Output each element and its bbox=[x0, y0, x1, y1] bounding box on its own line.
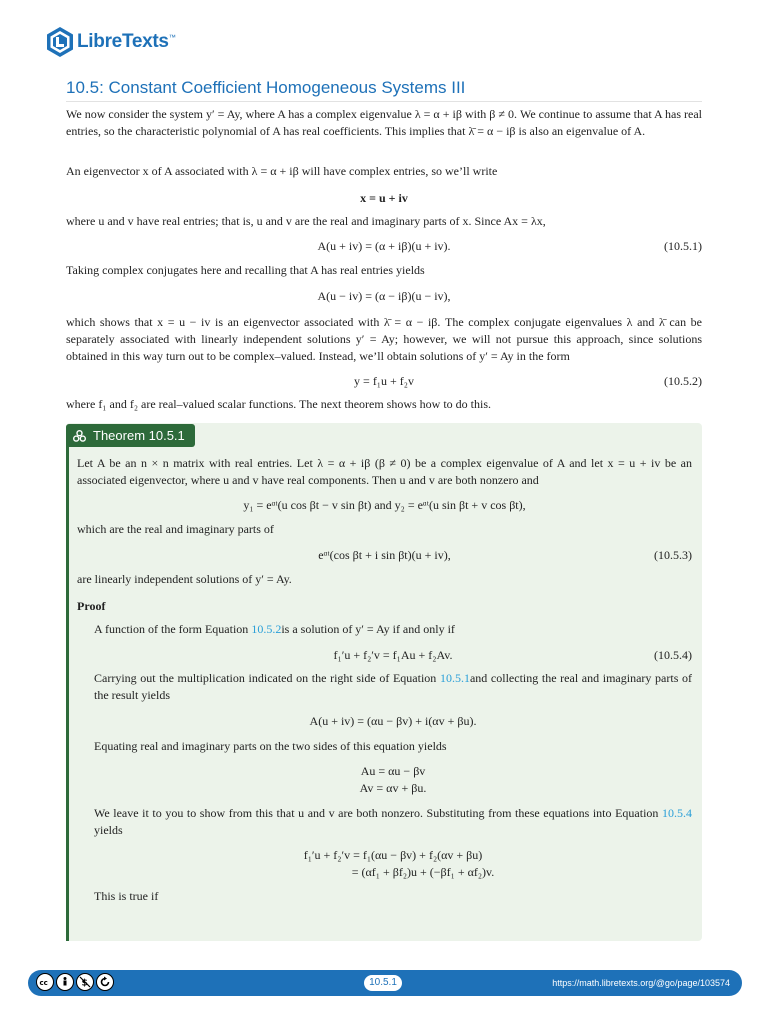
equation-body: f₁′u + f₂′v = f₁Au + f₂Av. bbox=[333, 648, 453, 662]
theorem-label-text: Theorem 10.5.1 bbox=[93, 428, 185, 443]
equation-10-5-4 bbox=[94, 647, 692, 664]
equation-link-10-5-2[interactable]: 10.5.2 bbox=[251, 622, 282, 636]
proof-heading: Proof bbox=[77, 599, 106, 613]
svg-text:$: $ bbox=[81, 978, 88, 988]
equation-substitution-line-1: f₁′u + f₂′v = f₁(αu − βv) + f₂(αv + βu) bbox=[303, 848, 483, 862]
page-footer bbox=[28, 970, 742, 996]
title-divider bbox=[66, 101, 702, 102]
theorem-statement: Let A be an n × n matrix with real entries. Let λ = α + iβ (β ≠ 0) be a complex eigenvalue of A and let x = u + iv be an associated eigenvector, where u and v have real components. Then u and v are both nonzero and bbox=[77, 456, 692, 487]
scalar-functions-paragraph: where f₁ and f₂ are real–valued scalar functions. The next theorem shows how to do this. bbox=[66, 397, 492, 411]
theorem-label bbox=[66, 424, 195, 447]
equation-10-5-2 bbox=[66, 373, 702, 390]
equation-av: Av = αv + βu. bbox=[359, 781, 427, 795]
proof-paragraph-4 bbox=[94, 805, 692, 839]
cc-icon bbox=[36, 973, 54, 991]
theorem-accent-bar bbox=[66, 447, 69, 941]
equation-body: A(u + iv) = (α + iβ)(u + iv). bbox=[317, 239, 451, 253]
intro-paragraph: We now consider the system y′ = Ay, where A has a complex eigenvalue λ = α + iβ with β ≠ 0. We continue to assume that A has real entries, so the characteristic polynomial of A has real coefficients. This implies that λ̄ = α − iβ is also an eigenvalue of A. bbox=[66, 107, 702, 138]
equation-substitution-line-2: = (αf₁ + βf₂)u + (−βf₁ + αf₂)v. bbox=[351, 865, 495, 879]
sa-icon bbox=[96, 973, 114, 991]
equation-body: y = f₁u + f₂v bbox=[354, 374, 414, 388]
proof-text: yields bbox=[94, 823, 123, 837]
proof-text: and collecting the real and imaginary parts of the result yields bbox=[94, 671, 692, 702]
equation-10-5-3 bbox=[77, 547, 692, 564]
equation-au: Au = αu − βv bbox=[360, 764, 426, 778]
proof-paragraph-2 bbox=[94, 670, 692, 704]
equation-number: (10.5.4) bbox=[654, 648, 692, 662]
license-badges[interactable] bbox=[36, 973, 116, 991]
theorem-real-imag-text: which are the real and imaginary parts of bbox=[77, 522, 274, 536]
proof-text: We leave it to you to show from this that u and v are both nonzero. Substituting from these equations into Equation bbox=[94, 806, 662, 820]
equation-link-10-5-1[interactable]: 10.5.1 bbox=[439, 671, 470, 685]
page-number-badge: 10.5.1 bbox=[364, 975, 402, 991]
proof-paragraph-3: Equating real and imaginary parts on the two sides of this equation yields bbox=[94, 739, 447, 753]
svg-text:cc: cc bbox=[39, 979, 48, 987]
equation-number: (10.5.3) bbox=[654, 548, 692, 562]
equation-x: x = u + iv bbox=[360, 191, 408, 205]
footer-url-link[interactable]: https://math.libretexts.org/@go/page/103574 bbox=[552, 978, 730, 988]
libretexts-logo-icon bbox=[46, 26, 74, 58]
proof-paragraph-1 bbox=[94, 621, 692, 638]
equation-link-10-5-4[interactable]: 10.5.4 bbox=[662, 806, 692, 820]
equation-body: eᵅᵗ(cos βt + i sin βt)(u + iv), bbox=[318, 548, 451, 562]
eigenvector-paragraph: An eigenvector x of A associated with λ = α + iβ will have complex entries, so we’ll write bbox=[66, 164, 498, 178]
logo-wordmark: LibreTexts™ bbox=[77, 31, 176, 52]
conjugate-eigen-paragraph: which shows that x = u − iv is an eigenvector associated with λ̄ = α − iβ. The complex conjugate eigenvalues λ and λ̄ can be separately associated with linearly independent solutions y′ = Ay; however, we will not pursue this approach, since solutions obtained in this way turn out to be complex–valued. Instead, we’ll obtain solutions of y′ = Ay in the form bbox=[66, 315, 702, 363]
proof-text: A function of the form Equation bbox=[94, 622, 252, 636]
theorem-conclusion: are linearly independent solutions of y′ = Ay. bbox=[77, 572, 292, 586]
equation-conjugate: A(u − iv) = (α − iβ)(u − iv), bbox=[317, 289, 451, 303]
conjugate-paragraph: Taking complex conjugates here and recalling that A has real entries yields bbox=[66, 263, 425, 277]
theorem-icon bbox=[73, 430, 86, 442]
equation-number: (10.5.1) bbox=[664, 239, 702, 253]
equation-y1-y2: y₁ = eᵅᵗ(u cos βt − v sin βt) and y₂ = eᵅᵗ(u sin βt + v cos βt), bbox=[243, 498, 526, 512]
by-icon bbox=[56, 973, 74, 991]
libretexts-logo[interactable] bbox=[46, 26, 175, 58]
page-title: 10.5: Constant Coefficient Homogeneous Systems III bbox=[66, 78, 466, 97]
proof-text: is a solution of y′ = Ay if and only if bbox=[281, 622, 455, 636]
real-imag-paragraph: where u and v have real entries; that is, u and v are the real and imaginary parts of x. Since Ax = λx, bbox=[66, 214, 546, 228]
proof-text: Carrying out the multiplication indicated on the right side of Equation bbox=[94, 671, 440, 685]
equation-expansion: A(u + iv) = (αu − βv) + i(αv + βu). bbox=[309, 714, 477, 728]
equation-10-5-1 bbox=[66, 238, 702, 255]
proof-paragraph-5: This is true if bbox=[94, 889, 159, 903]
nc-icon bbox=[76, 973, 94, 991]
equation-number: (10.5.2) bbox=[664, 374, 702, 388]
